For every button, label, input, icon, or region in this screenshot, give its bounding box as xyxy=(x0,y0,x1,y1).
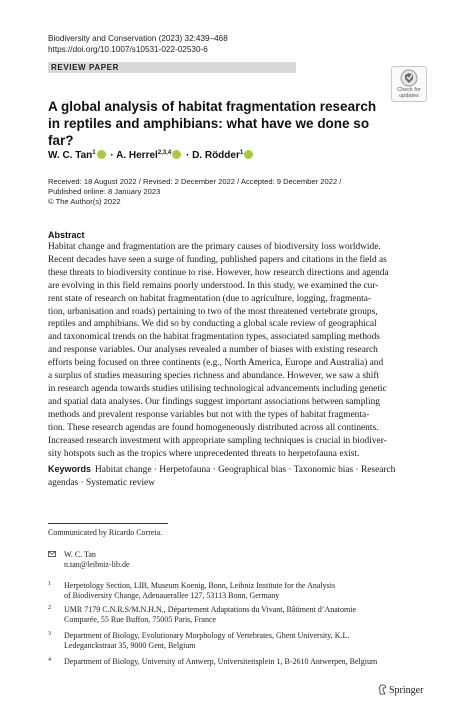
communicated-by: Communicated by Ricardo Correia. xyxy=(48,528,163,537)
keywords-line: agendas · Systematic review xyxy=(48,477,155,488)
springer-horse-icon xyxy=(378,684,387,695)
article-type-label: REVIEW PAPER xyxy=(51,63,119,72)
author-list: W. C. Tan$^1$ · A. Herrel$^{2,3,4}$ · D. Rödder$^1$ xyxy=(48,147,255,162)
affiliation-2 xyxy=(48,605,424,625)
abstract-line: rent state of research on habitat fragmentation (due to agriculture, logging, fragmenta- xyxy=(48,293,372,304)
abstract-line: Habitat change and fragmentation are the primary causes of biodiversity loss worldwide. xyxy=(48,242,381,252)
crossmark-icon xyxy=(400,69,418,87)
abstract-line: are evolving in this field remains poorly understood. In this study, we examined the cur- xyxy=(48,280,379,291)
publication-history xyxy=(48,177,428,207)
published-online-date: Published online: 8 January 2023 xyxy=(48,187,161,196)
author-name[interactable]: A. Herrel xyxy=(116,150,158,161)
keywords-block xyxy=(48,463,426,490)
abstract-line: sity hotspots such as the tropics where unprecedented threats to herpetofauna exist. xyxy=(48,448,360,459)
abstract-line: these threats to biodiversity continue to rise. However, how research directions and agenda xyxy=(48,267,389,278)
correspondence xyxy=(48,550,130,570)
publisher-logo xyxy=(378,684,423,697)
article-title: A global analysis of habitat fragmentation research in reptiles and amphibians: what have we done so far? xyxy=(48,99,377,148)
affiliation-line: Ledeganckstraat 35, 9000 Gent, Belgium xyxy=(64,641,196,650)
abstract-line: and response variables. Our analyses revealed a number of biases with existing research xyxy=(48,345,378,356)
abstract-line: tion, urbanisation and roads) pertaining to two of the most threatened vertebrate groups, xyxy=(48,306,378,317)
copyright-notice: © The Author(s) 2022 xyxy=(48,197,121,206)
affiliation-number: 2 xyxy=(48,605,51,611)
author-affiliation-ref: 1 xyxy=(239,150,244,156)
orcid-icon[interactable] xyxy=(97,150,106,159)
affiliation-line: of Biodiversity Change, Adenauerallee 127, 53113 Bonn, Germany xyxy=(64,591,280,600)
abstract-line: Recent decades have seen a surge of funding, published papers and citations in the field as xyxy=(48,254,387,265)
orcid-icon[interactable] xyxy=(172,150,181,159)
affiliation-3 xyxy=(48,631,424,651)
abstract-line: and taxonomical trends on the habitat fragmentation types, associated sampling methods xyxy=(48,332,380,343)
article-type-banner xyxy=(48,62,296,73)
keywords-label: Keywords xyxy=(48,464,92,474)
affiliation-line: Department of Biology, University of Antwerp, Universiteitsplein 1, B-2610 Antwerpen, Belgium xyxy=(64,657,378,666)
journal-header xyxy=(48,34,228,55)
affiliation-number: 1 xyxy=(48,581,51,587)
author-name[interactable]: W. C. Tan xyxy=(48,150,93,161)
check-for-updates-label-1: Check for xyxy=(397,87,421,93)
doi-link[interactable]: https://doi.org/10.1007/s10531-022-02530-6 xyxy=(48,44,208,54)
keywords-line: Habitat change · Herpetofauna · Geographical bias · Taxonomic bias · Research xyxy=(95,465,396,475)
abstract-line: a surplus of studies measuring species richness and abundance. However, we saw a shift xyxy=(48,371,380,382)
footnote-divider xyxy=(48,523,168,524)
abstract-heading: Abstract xyxy=(48,230,85,240)
author-name[interactable]: D. Rödder xyxy=(192,150,240,161)
abstract-line: tion. These research agendas are found homogeneously distributed across all continents. xyxy=(48,422,379,433)
publisher-name: Springer xyxy=(389,685,424,696)
affiliation-number: 4 xyxy=(48,657,51,663)
affiliation-number: 3 xyxy=(48,631,51,637)
mail-icon xyxy=(48,551,56,557)
affiliation-line: Herpetology Section, LIB, Museum Koenig, Bonn, Leibniz Institute for the Analysis xyxy=(64,581,336,590)
affiliation-line: Comparée, 55 Rue Buffon, 75005 Paris, France xyxy=(64,615,217,624)
corresponding-author-email[interactable]: n.tan@leibniz-lib.de xyxy=(64,560,130,569)
affiliation-line: Department of Biology, Evolutionary Morphology of Vertebrates, Ghent University, K.L. xyxy=(64,631,350,640)
abstract-line: methods and prevalent response variables but not with the types of habitat fragmenta- xyxy=(48,409,370,420)
affiliation-4 xyxy=(48,657,424,667)
abstract-line: reptiles and amphibians. We did so by conducting a global scale review of geographical xyxy=(48,319,377,330)
abstract-line: in research agenda towards studies utilising technological advancements including genetic xyxy=(48,383,387,394)
affiliation-line: UMR 7179 C.N.R.S/M.N.H.N., Département Adaptations du Vivant, Bâtiment d’Anatomie xyxy=(64,605,357,614)
abstract-line: and spatial data analyses. Our findings suggest important associations between sampling xyxy=(48,396,380,407)
orcid-icon[interactable] xyxy=(244,150,253,159)
affiliation-1 xyxy=(48,581,424,601)
abstract-line: efforts being focused on three continents (e.g., North America, Europe and Australia) and xyxy=(48,358,384,369)
journal-citation: Biodiversity and Conservation (2023) 32:439–468 xyxy=(48,34,228,43)
check-for-updates-button[interactable] xyxy=(391,66,427,102)
author-affiliation-ref: 2,3,4 xyxy=(157,150,172,156)
author-affiliation-ref: 1 xyxy=(92,150,96,156)
check-for-updates-label-2: updates xyxy=(399,93,419,99)
abstract-line: Increased research investment with appropriate sampling techniques is crucial in biodiver- xyxy=(48,435,387,446)
abstract-body xyxy=(48,241,426,460)
history-dates: Received: 18 August 2022 / Revised: 2 December 2022 / Accepted: 9 December 2022 / xyxy=(48,177,342,186)
corresponding-author-name: W. C. Tan xyxy=(64,550,96,559)
